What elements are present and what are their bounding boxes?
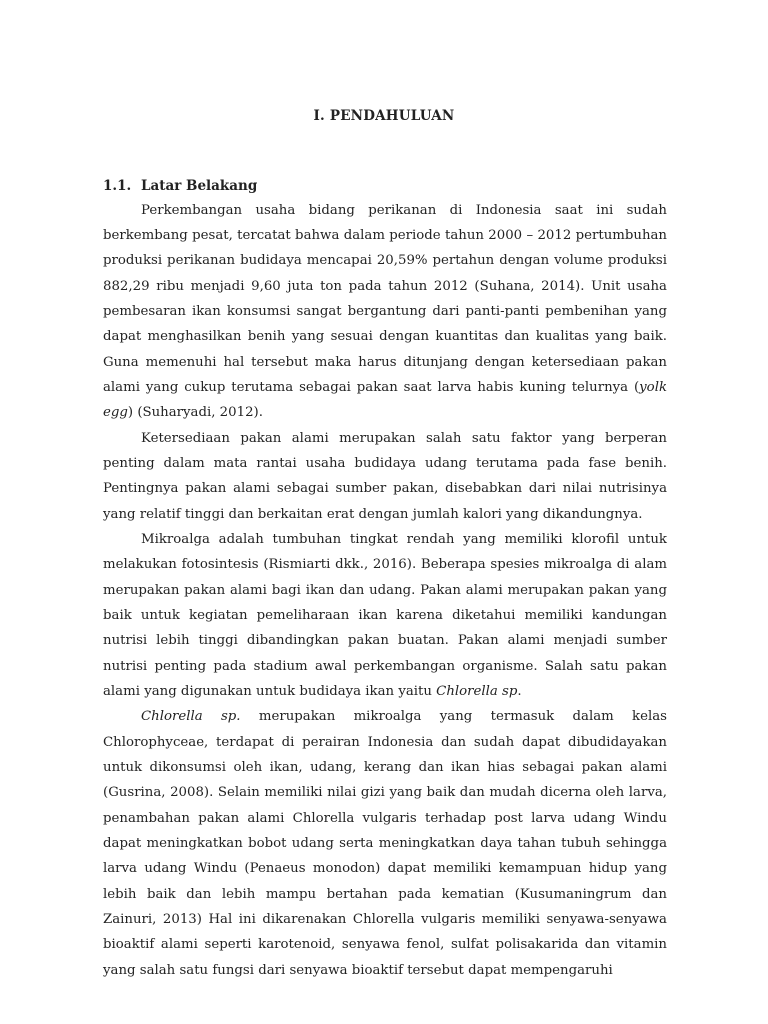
text-run: Ketersediaan pakan alami merupakan salah satu faktor yang berperan penting dalam mata rantai usaha budidaya udang terutama pada fase benih. Pentingnya pakan alami sebagai sumber pakan, disebabkan dari nilai nutrisinya yang relatif tinggi dan berkaitan erat dengan jumlah kalori yang dikandungnya.	[103, 430, 667, 522]
paragraph-3	[103, 527, 667, 704]
section-heading	[103, 176, 257, 196]
paragraph-4	[103, 704, 667, 983]
text-run: Perkembangan usaha bidang perikanan di Indonesia saat ini sudah berkembang pesat, tercatat bahwa dalam periode tahun 2000 – 2012 pertumbuhan produksi perikanan budidaya mencapai 20,59% pertahun dengan volume produksi 882,29 ribu menjadi 9,60 juta ton pada tahun 2012 (Suhana, 2014). Unit usaha pembesaran ikan konsumsi sangat bergantung dari panti-panti pembenihan yang dapat menghasilkan benih yang sesuai dengan kuantitas dan kualitas yang baik. Guna memenuhi hal tersebut maka harus ditunjang dengan ketersediaan pakan alami yang cukup terutama sebagai pakan saat larva habis kuning telurnya (	[103, 202, 667, 395]
text-run-italic: yolk egg	[103, 379, 667, 421]
text-run-italic: Chlorella sp.	[141, 709, 241, 725]
text-run: .	[517, 684, 522, 700]
text-run-italic: Chlorella sp	[436, 684, 518, 700]
text-run: Mikroalga adalah tumbuhan tingkat rendah yang memiliki klorofil untuk melakukan fotosintesis (Rismiarti dkk., 2016). Beberapa spesies mikroalga di alam merupakan pakan alami bagi ikan dan udang. Pakan alami merupakan pakan yang baik untuk kegiatan pemeliharaan ikan karena diketahui memiliki kandungan nutrisi lebih tinggi dibandingkan pakan buatan. Pakan alami menjadi sumber nutrisi penting pada stadium awal perkembangan organisme. Salah satu pakan alami yang digunakan untuk budidaya ikan yaitu	[103, 531, 667, 700]
paragraph-1	[103, 198, 667, 426]
section-number: 1.1.	[103, 178, 132, 194]
body-text	[103, 198, 667, 984]
text-run: merupakan mikroalga yang termasuk dalam kelas Chlorophyceae, terdapat di perairan Indonesia dan sudah dapat dibudidayakan untuk dikonsumsi oleh ikan, udang, kerang dan ikan hias sebagai pakan alami (Gusrina, 2008). Selain memiliki nilai gizi yang baik dan mudah dicerna oleh larva, penambahan pakan alami Chlorella vulgaris terhadap post larva udang Windu dapat meningkatkan bobot udang serta meningkatkan daya tahan tubuh sehingga larva udang Windu (Penaeus monodon) dapat memiliki kemampuan hidup yang lebih baik dan lebih mampu bertahan pada kematian (Kusumaningrum dan Zainuri, 2013) Hal ini dikarenakan Chlorella vulgaris memiliki senyawa-senyawa bioaktif alami seperti karotenoid, senyawa fenol, sulfat polisakarida dan vitamin yang salah satu fungsi dari senyawa bioaktif tersebut dapat mempengaruhi	[103, 709, 667, 978]
chapter-title: I. PENDAHULUAN	[313, 108, 455, 124]
section-title: Latar Belakang	[141, 178, 258, 194]
paragraph-2	[103, 426, 667, 527]
text-run: ) (Suharyadi, 2012).	[127, 405, 263, 421]
